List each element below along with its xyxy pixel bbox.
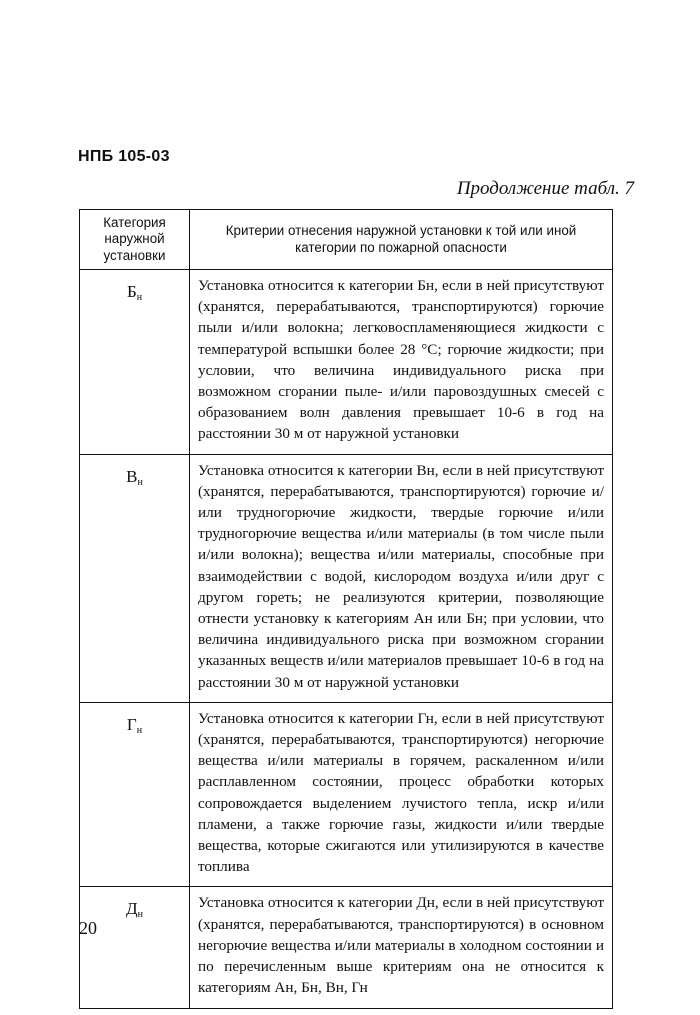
table-row [80,454,612,702]
column-header-category: Категория наружной установки [80,210,190,269]
category-cell [80,887,190,1007]
category-label: $Д_н$ [126,899,143,921]
criteria-cell: Установка относится к категории Дн, если в ней присутствуют (хранятся, перерабатываются, транспортируются) в основном негорючие вещества и/или материалы в холодном состоянии и по перечисленным выше критериям она не относится к категориям Ан, Бн, Вн, Гн [198,894,604,997]
table-continuation-caption: Продолжение табл. 7 [456,178,634,199]
category-cell [80,270,190,454]
table-row [80,702,612,887]
table-header-row [80,210,612,269]
category-label: $Г_н$ [126,714,143,736]
criteria-cell: Установка относится к категории Вн, если в ней присутствуют (хранятся, перерабатываются, транспортируются) горючие и/или трудногорючие жидкости, твердые горючие и/или трудногорючие вещества и/или материалы (в том числе пыли и/или волокна); вещества и/или материалы, способные при взаимодействии с водой, кислородом воздуха и/или друг с другом гореть; не реализуются критерии, позволяющие отнести установку к категориям Ан или Бн; при условии, что величина индивидуального риска при возможном сгорании указанных веществ и/или материалов превышает 10-6 в год на расстоянии 30 м от наружной установки [198,461,604,691]
criteria-cell: Установка относится к категории Бн, если в ней присутствуют (хранятся, перерабатываются, транспортируются) горючие пыли и/или волокна; легковоспламеняющиеся жидкости с температурой вспышки более 28 °С; горючие жидкости; при условии, что величина индивидуального риска при возможном сгорании пыле- и/или паровоздушных смесей с образованием волн давления превышает 10-6 в год на расстоянии 30 м от наружной установки [198,277,604,443]
table-row [80,269,612,454]
column-header-criteria: Критерии отнесения наружной установки к той или иной категории по пожарной опасности [225,223,577,255]
criteria-cell: Установка относится к категории Гн, если в ней присутствуют (хранятся, перерабатываются, транспортируются) негорючие вещества и/или материалы в горячем, раскаленном и/или расплавленном состоянии, процесс обработки которых сопровождается выделением лучистого тепла, искр и/или пламени, а также горючие газы, жидкости и/или твердые вещества, которые сжигаются или утилизируются в качестве топлива [198,709,604,876]
fire-hazard-category-table [79,209,613,1009]
category-label: $В_н$ [126,466,143,488]
category-cell [80,703,190,887]
table-row [80,886,612,1007]
document-code: НПБ 105-03 [78,148,170,165]
category-cell [80,455,190,702]
page-number: 20 [79,918,97,938]
category-label: $Б_н$ [126,282,143,303]
